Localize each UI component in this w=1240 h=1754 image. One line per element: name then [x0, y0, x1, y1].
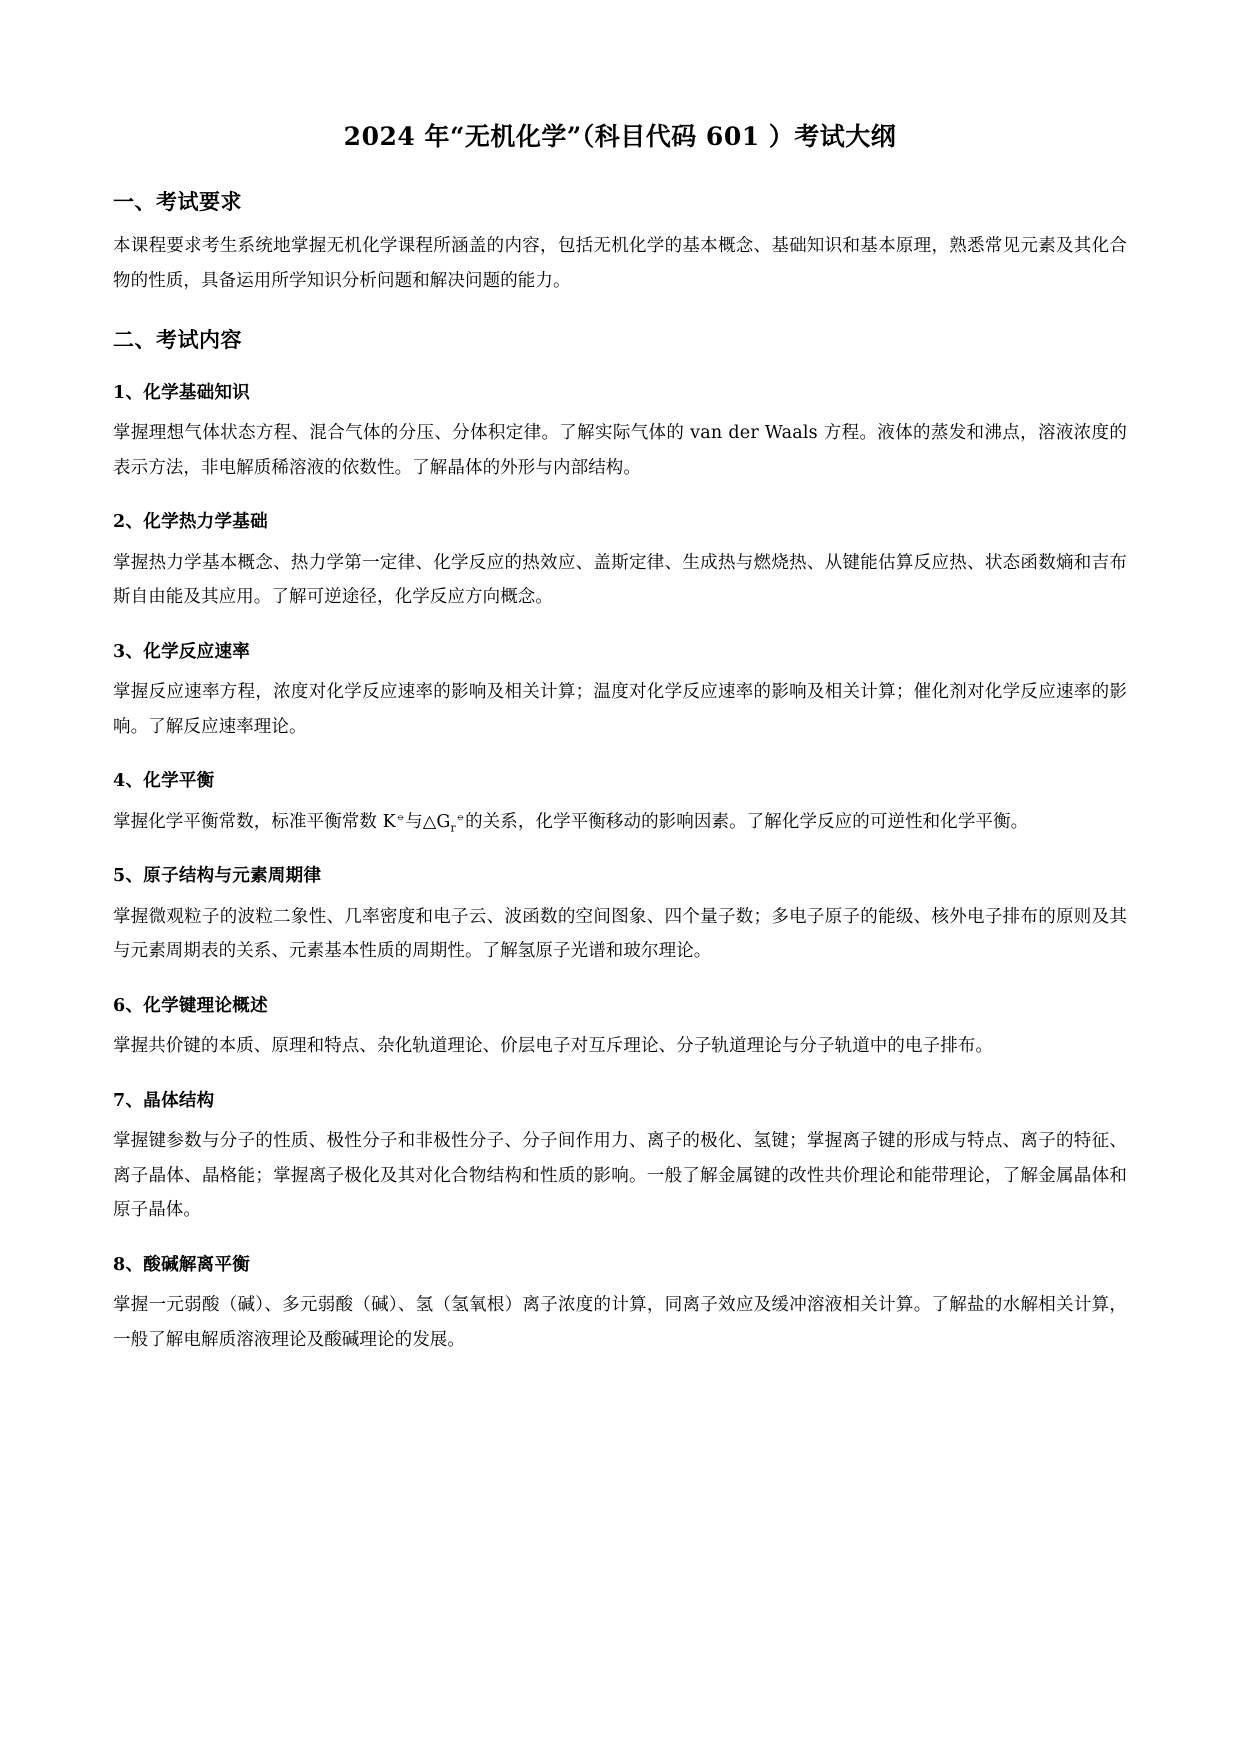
topic-block — [113, 768, 1127, 839]
page-title: 2024 年“无机化学”（科目代码 601 ）考试大纲 — [343, 122, 897, 151]
text-run: 的关系，化学平衡移动的影响因素。了解化学反应的可逆性和化学平衡。 — [465, 811, 1029, 832]
topic-paragraph — [113, 1124, 1127, 1228]
superscript: ⦵ — [395, 809, 406, 823]
topics-list — [113, 380, 1127, 1358]
latin-term: K — [382, 811, 396, 832]
topic-paragraph — [113, 1288, 1127, 1357]
topic-heading: 3、化学反应速率 — [113, 641, 251, 662]
topic-paragraph — [113, 546, 1127, 615]
section-heading-exam-content: 二、考试内容 — [113, 327, 242, 353]
topic-block — [113, 1252, 1127, 1358]
topic-block — [113, 639, 1127, 745]
topic-block — [113, 863, 1127, 969]
subscript: r — [450, 821, 456, 835]
text-run: 方程。液体的蒸发和沸点，溶液浓度的表示方法，非电解质稀溶液的依数性。了解晶体的外形与内部结构。 — [113, 423, 1127, 478]
topic-heading: 6、化学键理论概述 — [113, 995, 268, 1016]
topic-paragraph — [113, 675, 1127, 744]
text-run: 掌握理想气体状态方程、混合气体的分压、分体积定律。了解实际气体的 — [113, 423, 691, 444]
topic-heading: 5、原子结构与元素周期律 — [113, 866, 322, 887]
section-exam-content — [113, 324, 1127, 356]
text-run: 掌握热力学基本概念、热力学第一定律、化学反应的热效应、盖斯定律、生成热与燃烧热、从键能估算反应热、状态函数熵和吉布斯自由能及其应用。了解可逆途径，化学反应方向概念。 — [113, 552, 1127, 608]
topic-heading: 7、晶体结构 — [113, 1090, 215, 1111]
topic-heading: 2、化学热力学基础 — [113, 512, 268, 533]
topic-block — [113, 993, 1127, 1064]
text-run: 掌握反应速率方程，浓度对化学反应速率的影响及相关计算；温度对化学反应速率的影响及相关计算；催化剂对化学反应速率的影响。了解反应速率理论。 — [113, 682, 1127, 737]
latin-term: G — [436, 811, 451, 832]
text-run: 掌握共价键的本质、原理和特点、杂化轨道理论、价层电子对互斥理论、分子轨道理论与分子轨道中的电子排布。 — [113, 1036, 993, 1057]
topic-block — [113, 1088, 1127, 1228]
topic-block — [113, 509, 1127, 615]
topic-heading: 4、化学平衡 — [113, 771, 215, 792]
topic-heading: 1、化学基础知识 — [113, 382, 251, 403]
topic-paragraph — [113, 805, 1127, 840]
superscript: ⦵ — [455, 809, 466, 823]
section-heading-exam-requirements: 一、考试要求 — [113, 188, 242, 214]
section-exam-requirements — [113, 186, 1127, 299]
topic-paragraph — [113, 416, 1127, 485]
section-paragraph-exam-requirements: 本课程要求考生系统地掌握无机化学课程所涵盖的内容，包括无机化学的基本概念、基础知识和基本原理，熟悉常见元素及其化合物的性质，具备运用所学知识分析问题和解决问题的能力。 — [113, 236, 1127, 291]
topic-heading: 8、酸碱解离平衡 — [113, 1254, 251, 1275]
latin-term: van der Waals — [690, 423, 818, 444]
text-run: 掌握键参数与分子的性质、极性分子和非极性分子、分子间作用力、离子的极化、氢键；掌握离子键的形成与特点、离子的特征、离子晶体、晶格能；掌握离子极化及其对化合物结构和性质的影响。一般了解金属键的改性共价理论和能带理论，了解金属晶体和原子晶体。 — [113, 1130, 1127, 1221]
text-run: 掌握一元弱酸（碱）、多元弱酸（碱）、氢（氢氧根）离子浓度的计算，同离子效应及缓冲溶液相关计算。了解盐的水解相关计算，一般了解电解质溶液理论及酸碱理论的发展。 — [113, 1295, 1127, 1350]
topic-paragraph — [113, 1029, 1127, 1064]
text-run: 掌握微观粒子的波粒二象性、几率密度和电子云、波函数的空间图象、四个量子数；多电子原子的能级、核外电子排布的原则及其与元素周期表的关系、元素基本性质的周期性。了解氢原子光谱和玻尔理论。 — [113, 906, 1127, 962]
text-run: 掌握化学平衡常数，标准平衡常数 — [113, 811, 383, 832]
topic-paragraph — [113, 900, 1127, 969]
topic-block — [113, 380, 1127, 486]
text-run: 与△ — [405, 811, 437, 832]
